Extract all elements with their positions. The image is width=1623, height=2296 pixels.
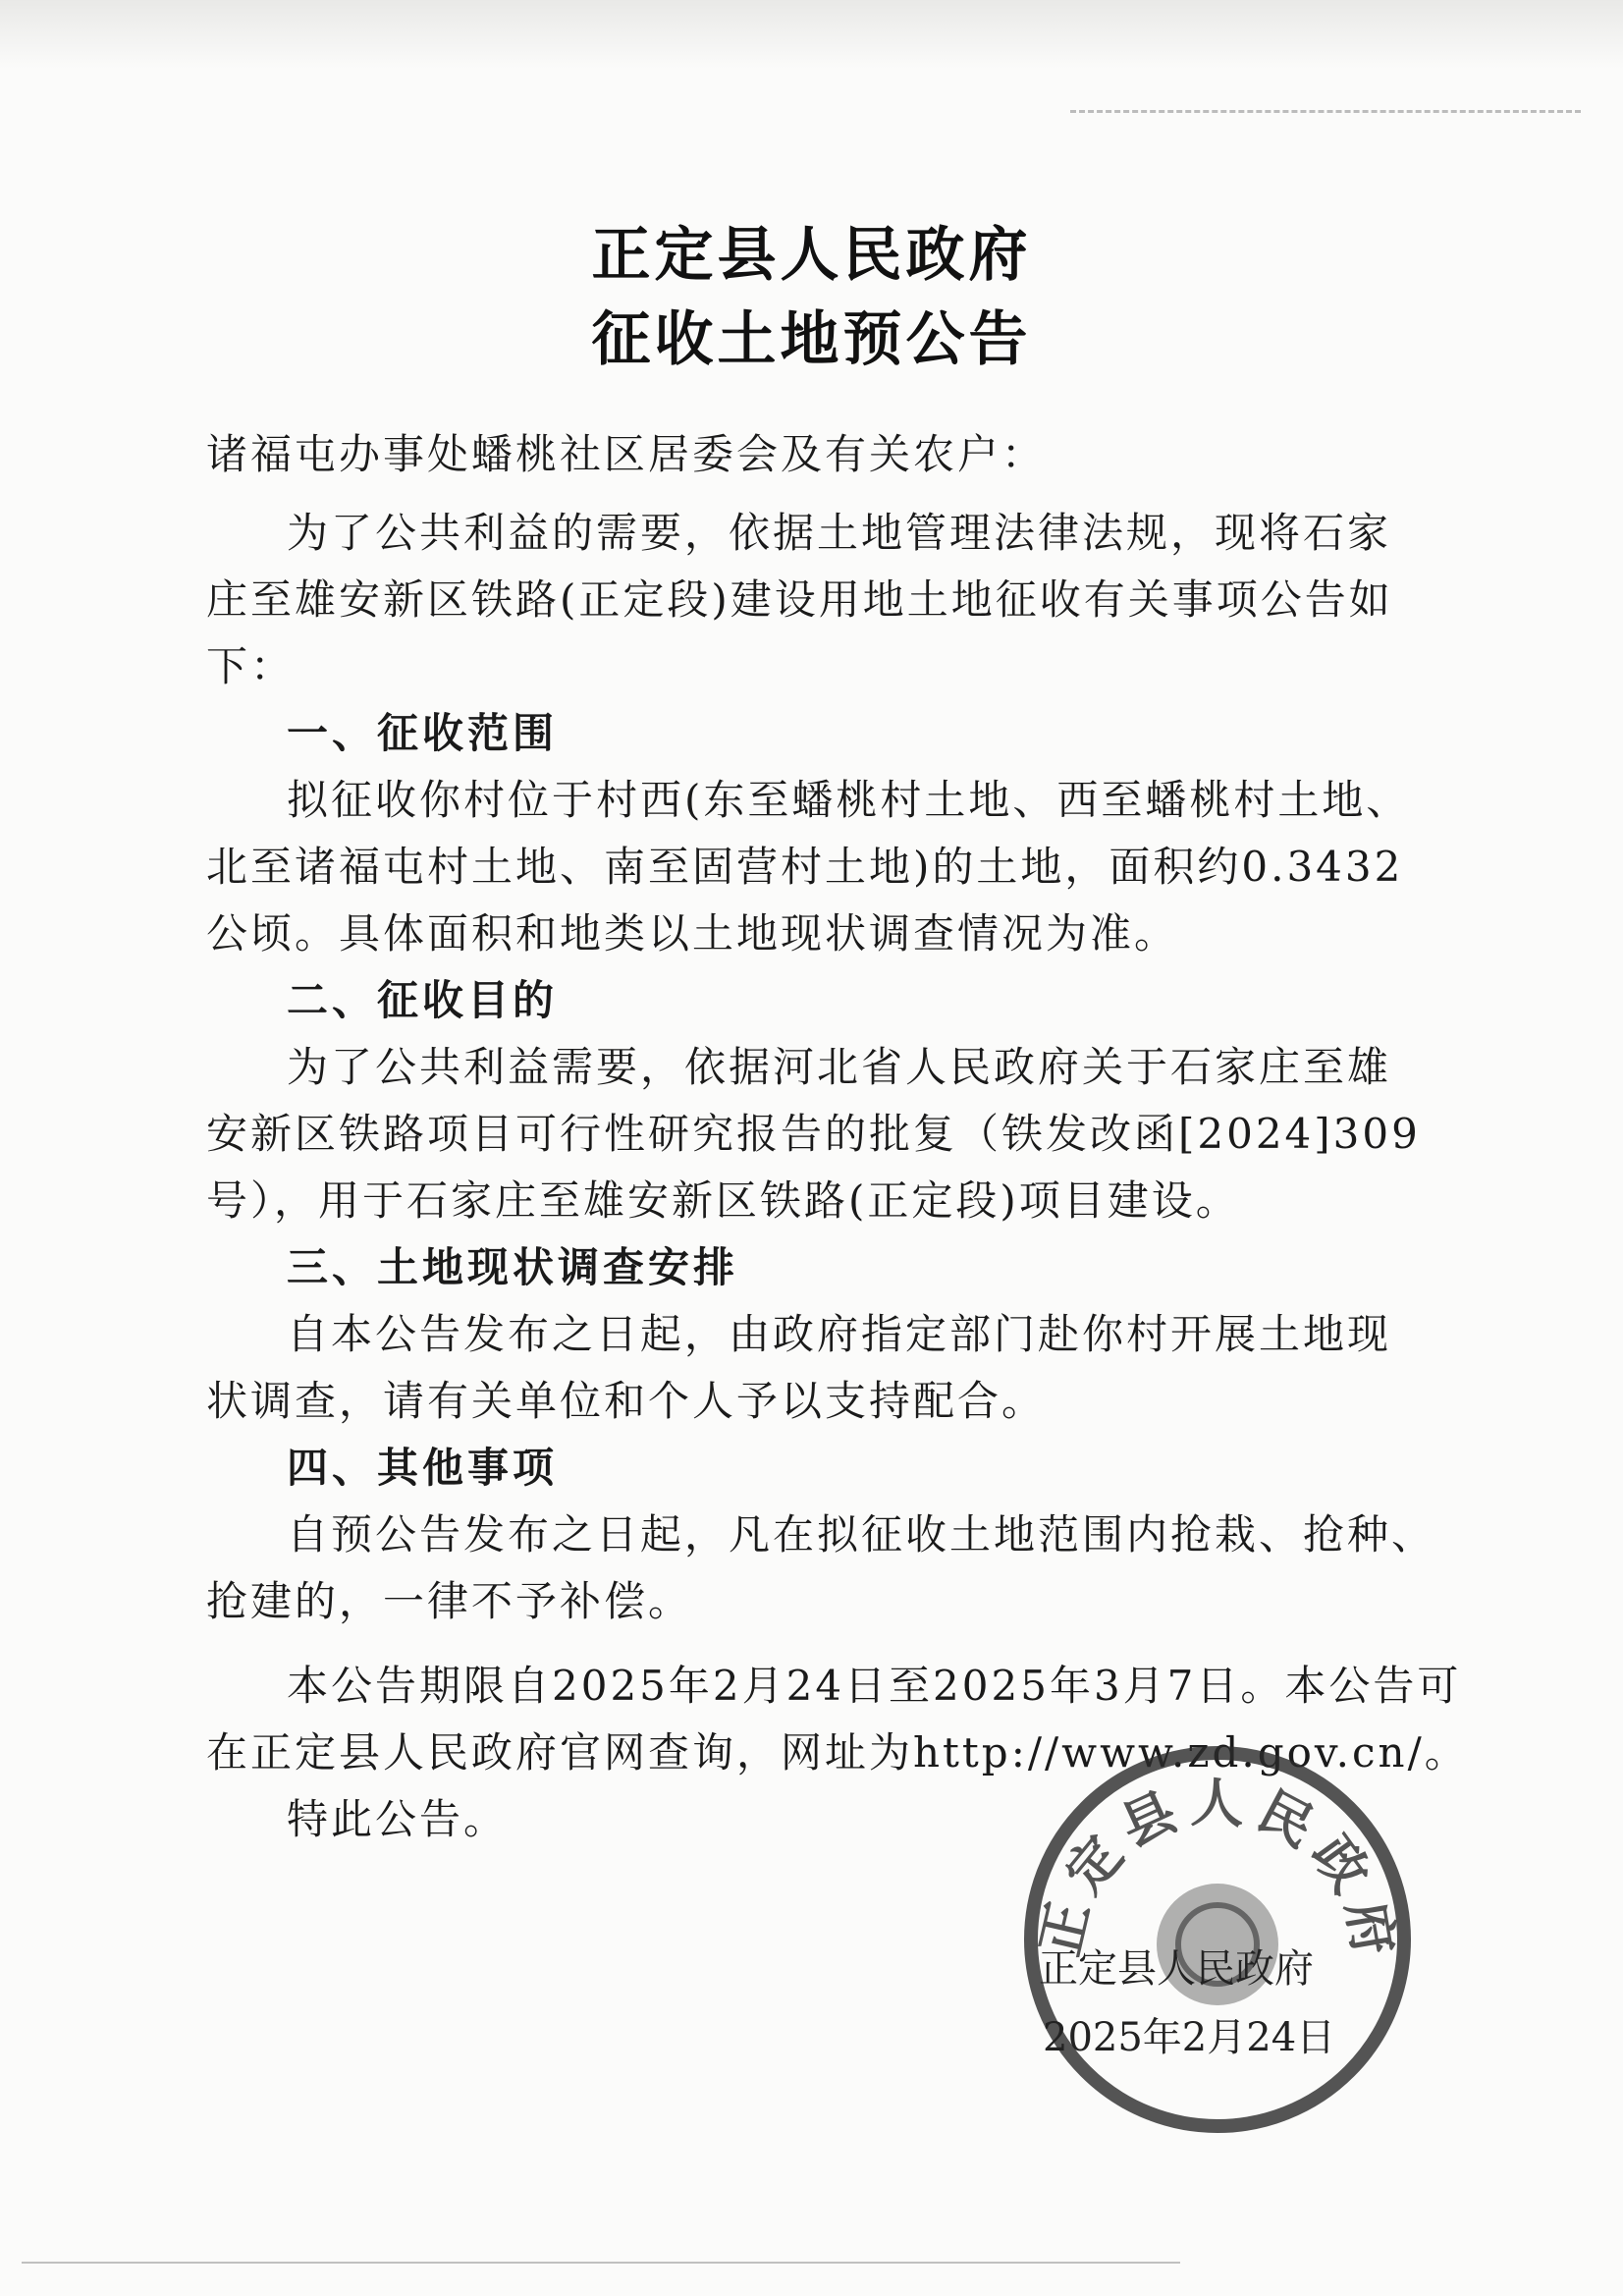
document-title-line2: 征收土地预公告 xyxy=(591,305,1032,374)
addressee: 诸福屯办事处蟠桃社区居委会及有关农户： xyxy=(206,430,1047,478)
section-line: 抢建的，一律不予补偿。 xyxy=(206,1577,693,1625)
section-heading: 三、土地现状调查安排 xyxy=(287,1243,739,1291)
section-line: 为了公共利益需要，依据河北省人民政府关于石家庄至雄 xyxy=(287,1043,1392,1091)
signature-org: 正定县人民政府 xyxy=(1039,1946,1314,1992)
section-line: 公顷。具体面积和地类以土地现状调查情况为准。 xyxy=(206,909,1179,957)
section-line: 号），用于石家庄至雄安新区铁路(正定段)项目建设。 xyxy=(206,1176,1240,1225)
scan-mark xyxy=(1070,110,1581,116)
scan-shadow xyxy=(0,0,1623,69)
closing-line: 特此公告。 xyxy=(287,1795,509,1843)
section-heading: 二、征收目的 xyxy=(287,976,559,1024)
intro-line: 下： xyxy=(206,642,296,690)
document-title-line1: 正定县人民政府 xyxy=(591,221,1032,290)
section-line: 自预公告发布之日起，凡在拟征收土地范围内抢栽、抢种、 xyxy=(287,1510,1436,1558)
closing-line: 在正定县人民政府官网查询，网址为http://www.zd.gov.cn/。 xyxy=(206,1728,1469,1777)
intro-line: 庄至雄安新区铁路(正定段)建设用地土地征收有关事项公告如 xyxy=(206,575,1393,624)
closing-line: 本公告期限自2025年2月24日至2025年3月7日。本公告可 xyxy=(287,1662,1462,1710)
section-line: 拟征收你村位于村西(东至蟠桃村土地、西至蟠桃村土地、 xyxy=(287,776,1411,824)
section-line: 状调查，请有关单位和个人予以支持配合。 xyxy=(206,1377,1047,1425)
section-line: 自本公告发布之日起，由政府指定部门赴你村开展土地现 xyxy=(287,1310,1392,1358)
intro-line: 为了公共利益的需要，依据土地管理法律法规，现将石家 xyxy=(287,509,1392,557)
signature-date: 2025年2月24日 xyxy=(1043,2015,1336,2060)
section-line: 北至诸福屯村土地、南至固营村土地)的土地，面积约0.3432 xyxy=(206,843,1404,891)
section-heading: 一、征收范围 xyxy=(287,709,559,757)
scan-edge xyxy=(22,2262,1180,2264)
seal-text: 正定县人民政府 xyxy=(1028,1772,1407,1970)
section-heading: 四、其他事项 xyxy=(287,1444,559,1492)
section-line: 安新区铁路项目可行性研究报告的批复（铁发改函[2024]309 xyxy=(206,1110,1421,1158)
